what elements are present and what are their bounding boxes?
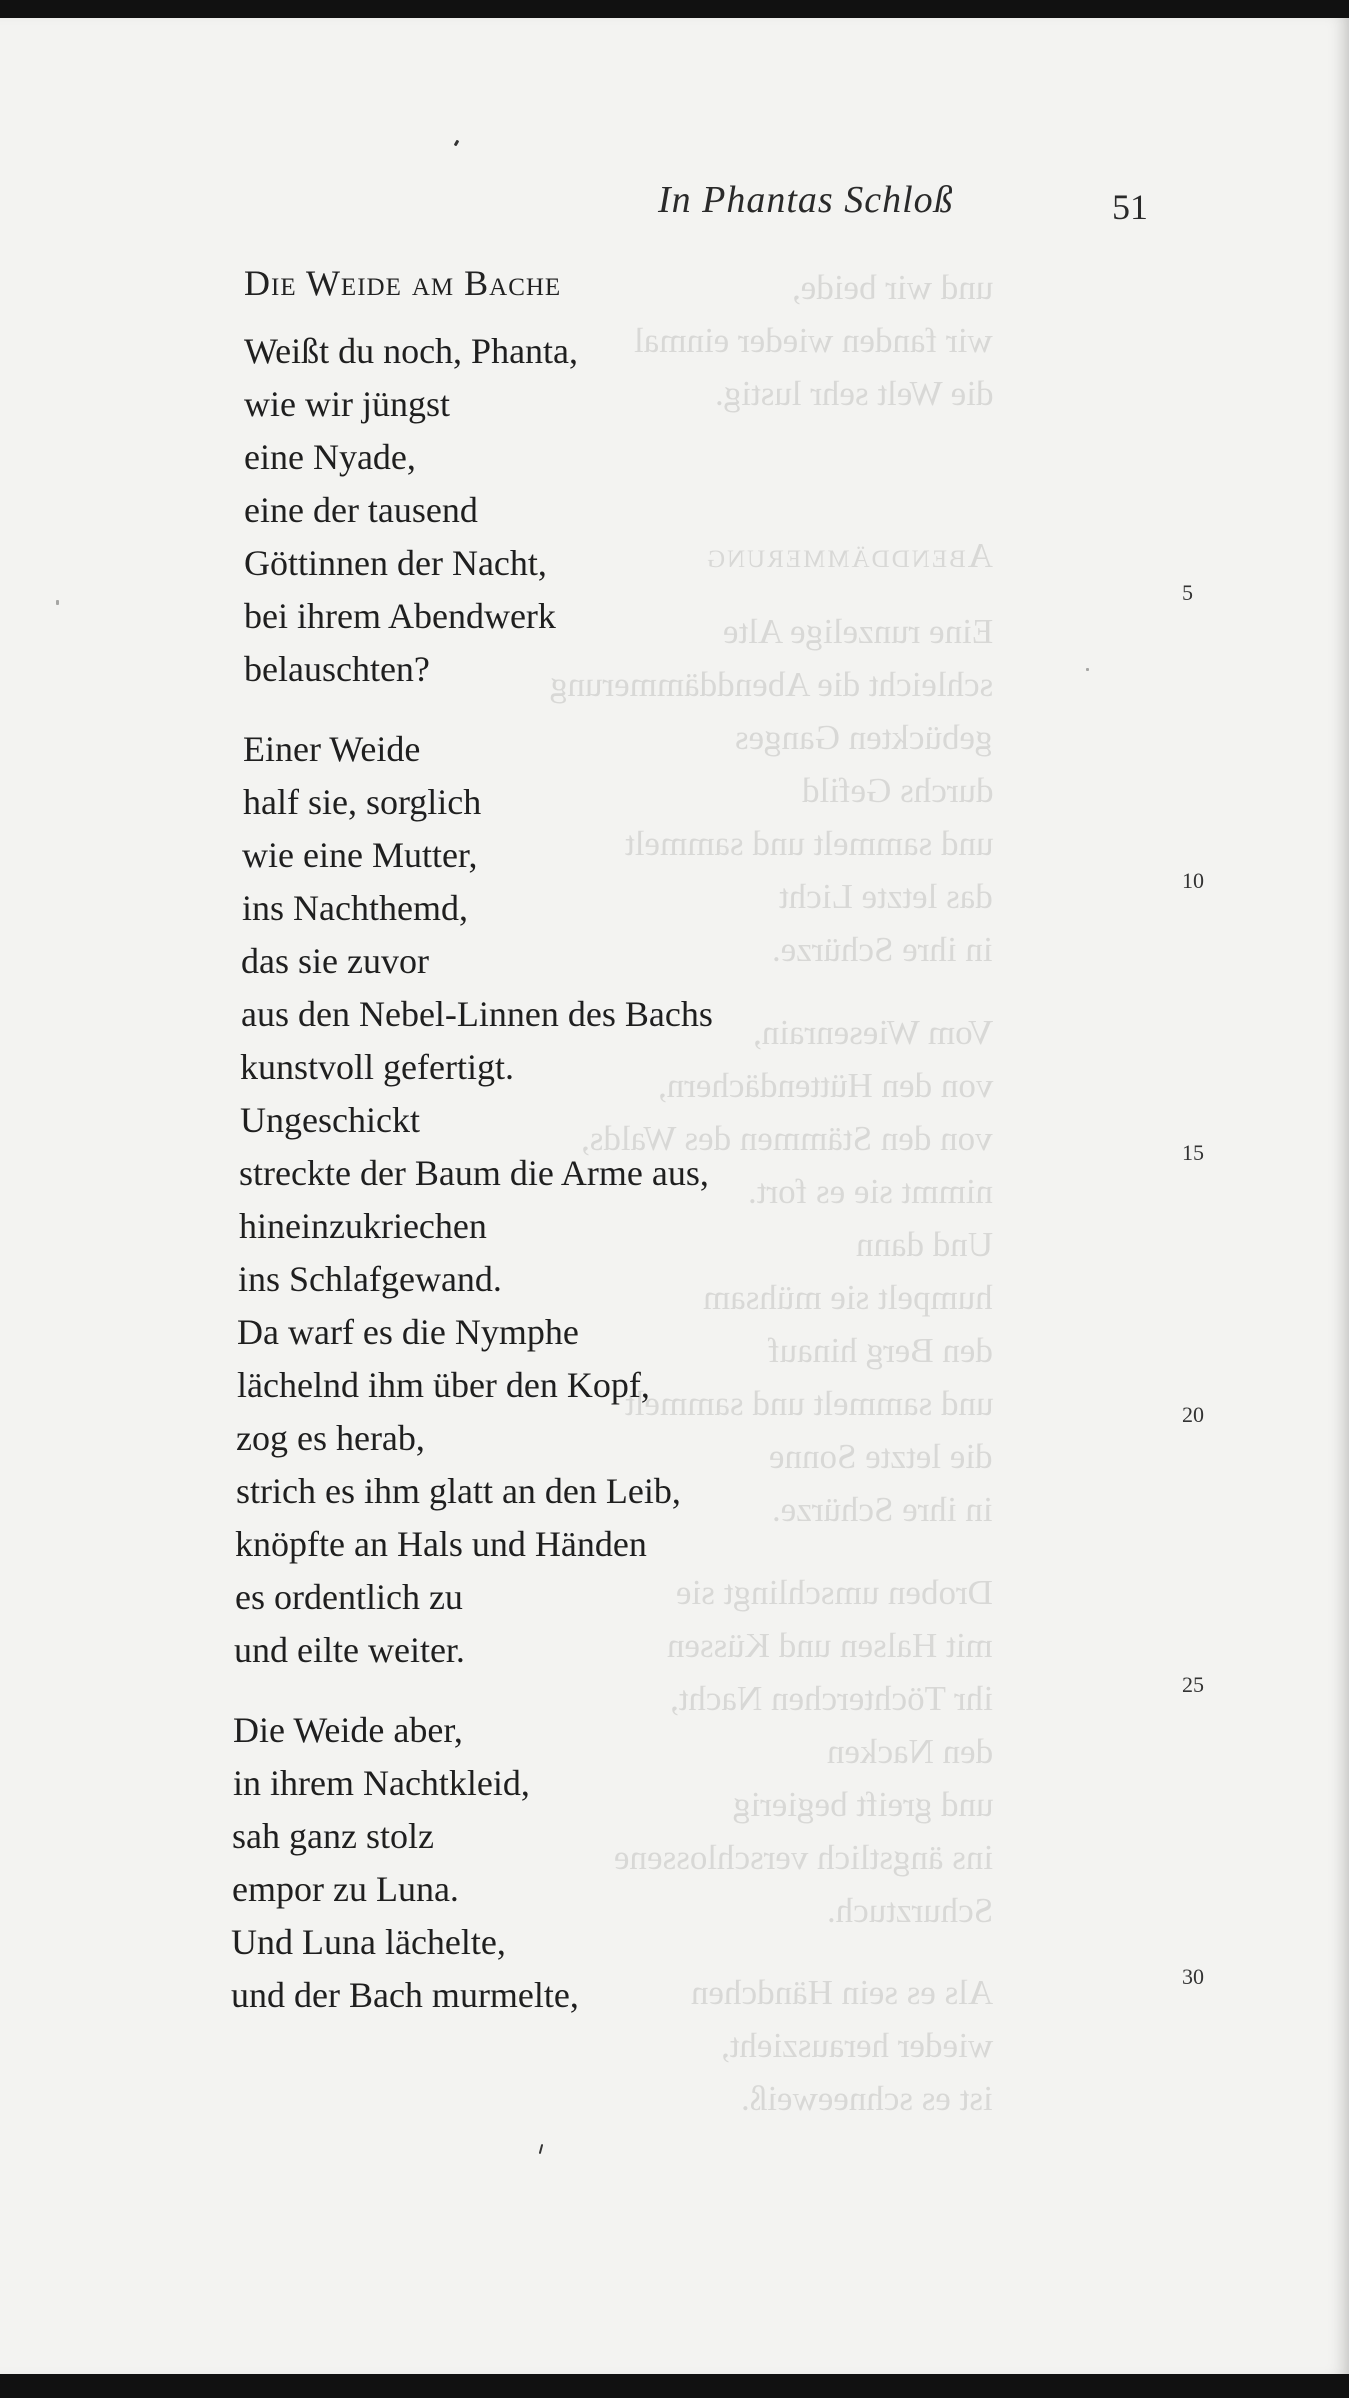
bleed-line: die letzte Sonne xyxy=(769,1437,993,1476)
bleed-line: mit Halsen und Küssen xyxy=(667,1626,993,1665)
poem-line: kunstvoll gefertigt. xyxy=(240,1047,514,1087)
poem-line: ins Nachthemd, xyxy=(242,888,468,928)
bleed-line: wir fanden wieder einmal xyxy=(634,321,993,360)
bleed-line: humpelt sie mühsam xyxy=(703,1278,993,1317)
poem-line: und eilte weiter. xyxy=(234,1630,465,1670)
bleed-line: in ihre Schürze. xyxy=(772,930,993,969)
bleed-line: Droben umschlingt sie xyxy=(676,1573,993,1612)
poem-line: streckte der Baum die Arme aus, xyxy=(239,1153,709,1193)
line-number-5: 5 xyxy=(1182,580,1193,605)
poem-line: empor zu Luna. xyxy=(232,1869,459,1909)
bleed-line: ins ängstlich verschlossene xyxy=(613,1838,993,1877)
poem-line: es ordentlich zu xyxy=(235,1577,463,1617)
bleed-line: schleicht die Abenddämmerung xyxy=(549,665,993,704)
poem-line: Göttinnen der Nacht, xyxy=(244,543,547,583)
poem-line: in ihrem Nachtkleid, xyxy=(233,1763,530,1803)
poem-line: half sie, sorglich xyxy=(243,782,482,822)
poem-line: aus den Nebel-Linnen des Bachs xyxy=(241,994,713,1034)
bleed-line: und sammelt und sammelt xyxy=(624,1384,993,1423)
poem-line: hineinzukriechen xyxy=(239,1206,487,1246)
bleed-line: und greift begierig xyxy=(732,1785,993,1824)
page-number: 51 xyxy=(1112,187,1148,227)
bleed-line: und wir beide, xyxy=(791,268,993,307)
bleed-title: Abenddämmerung xyxy=(704,536,993,575)
poem-line: zog es herab, xyxy=(236,1418,425,1458)
poem-title: Die Weide am Bache xyxy=(244,263,562,303)
poem-line: sah ganz stolz xyxy=(232,1816,434,1856)
bleed-line: Vom Wiesenrain, xyxy=(752,1013,993,1052)
poem-line: und der Bach murmelte, xyxy=(231,1975,579,2015)
line-number-15: 15 xyxy=(1182,1140,1204,1165)
poem-line: belauschten? xyxy=(244,649,430,689)
bleed-line: ist es schneeweiß. xyxy=(741,2079,993,2118)
poem-line: bei ihrem Abendwerk xyxy=(244,596,556,636)
poem-line: eine der tausend xyxy=(244,490,478,530)
bleed-line: und sammelt und sammelt xyxy=(624,824,993,863)
scan-speck xyxy=(454,140,460,147)
bleed-line: Eine runzelige Alte xyxy=(722,612,993,651)
poem-line: Die Weide aber, xyxy=(233,1710,463,1750)
bleed-line: die Welt sehr lustig. xyxy=(714,374,993,413)
bleed-line: wieder herauszieht, xyxy=(720,2026,993,2065)
bleed-line: in ihre Schürze. xyxy=(772,1490,993,1529)
scan-speck xyxy=(539,2144,544,2154)
poem-line: Da warf es die Nymphe xyxy=(237,1312,579,1352)
bleed-line: den Nacken xyxy=(826,1732,993,1771)
bleed-line: gebückten Ganges xyxy=(735,718,993,757)
poem-line: Weißt du noch, Phanta, xyxy=(244,331,579,371)
poem-line: strich es ihm glatt an den Leib, xyxy=(236,1471,681,1511)
book-page xyxy=(0,18,1349,2374)
poem-line: lächelnd ihm über den Kopf, xyxy=(237,1365,650,1405)
line-number-20: 20 xyxy=(1182,1402,1204,1427)
poem-line: Einer Weide xyxy=(243,729,421,769)
bleed-line: durchs Gefild xyxy=(801,771,993,810)
poem-line: knöpfte an Hals und Händen xyxy=(235,1524,647,1564)
poem-line: wie wir jüngst xyxy=(244,384,450,424)
bleed-line: von den Hüttendächern, xyxy=(657,1066,993,1105)
line-number-25: 25 xyxy=(1182,1672,1204,1697)
bleed-line: von den Stämmen des Walds, xyxy=(581,1119,993,1158)
poem-line: Ungeschickt xyxy=(240,1100,420,1140)
bleed-line: Als es sein Händchen xyxy=(690,1973,993,2012)
bleed-line: Und dann xyxy=(855,1225,993,1264)
bleed-line: den Berg hinauf xyxy=(768,1331,993,1370)
poem-line: Und Luna lächelte, xyxy=(231,1922,506,1962)
poem-line: wie eine Mutter, xyxy=(242,835,478,875)
bleed-line: Schurztuch. xyxy=(826,1891,993,1930)
poem-line: ins Schlafgewand. xyxy=(238,1259,502,1299)
bleed-line: nimmt sie es fort. xyxy=(748,1172,993,1211)
line-number-30: 30 xyxy=(1182,1964,1204,1989)
bleed-line: das letzte Licht xyxy=(779,877,993,916)
bleed-line: ihr Töchterchen Nacht, xyxy=(670,1679,993,1718)
scan-speck xyxy=(1086,668,1089,671)
scan-speck xyxy=(56,600,59,605)
poem-line: eine Nyade, xyxy=(244,437,416,477)
poem-line: das sie zuvor xyxy=(241,941,429,981)
line-number-10: 10 xyxy=(1182,868,1204,893)
running-header-title: In Phantas Schloß xyxy=(658,179,954,221)
